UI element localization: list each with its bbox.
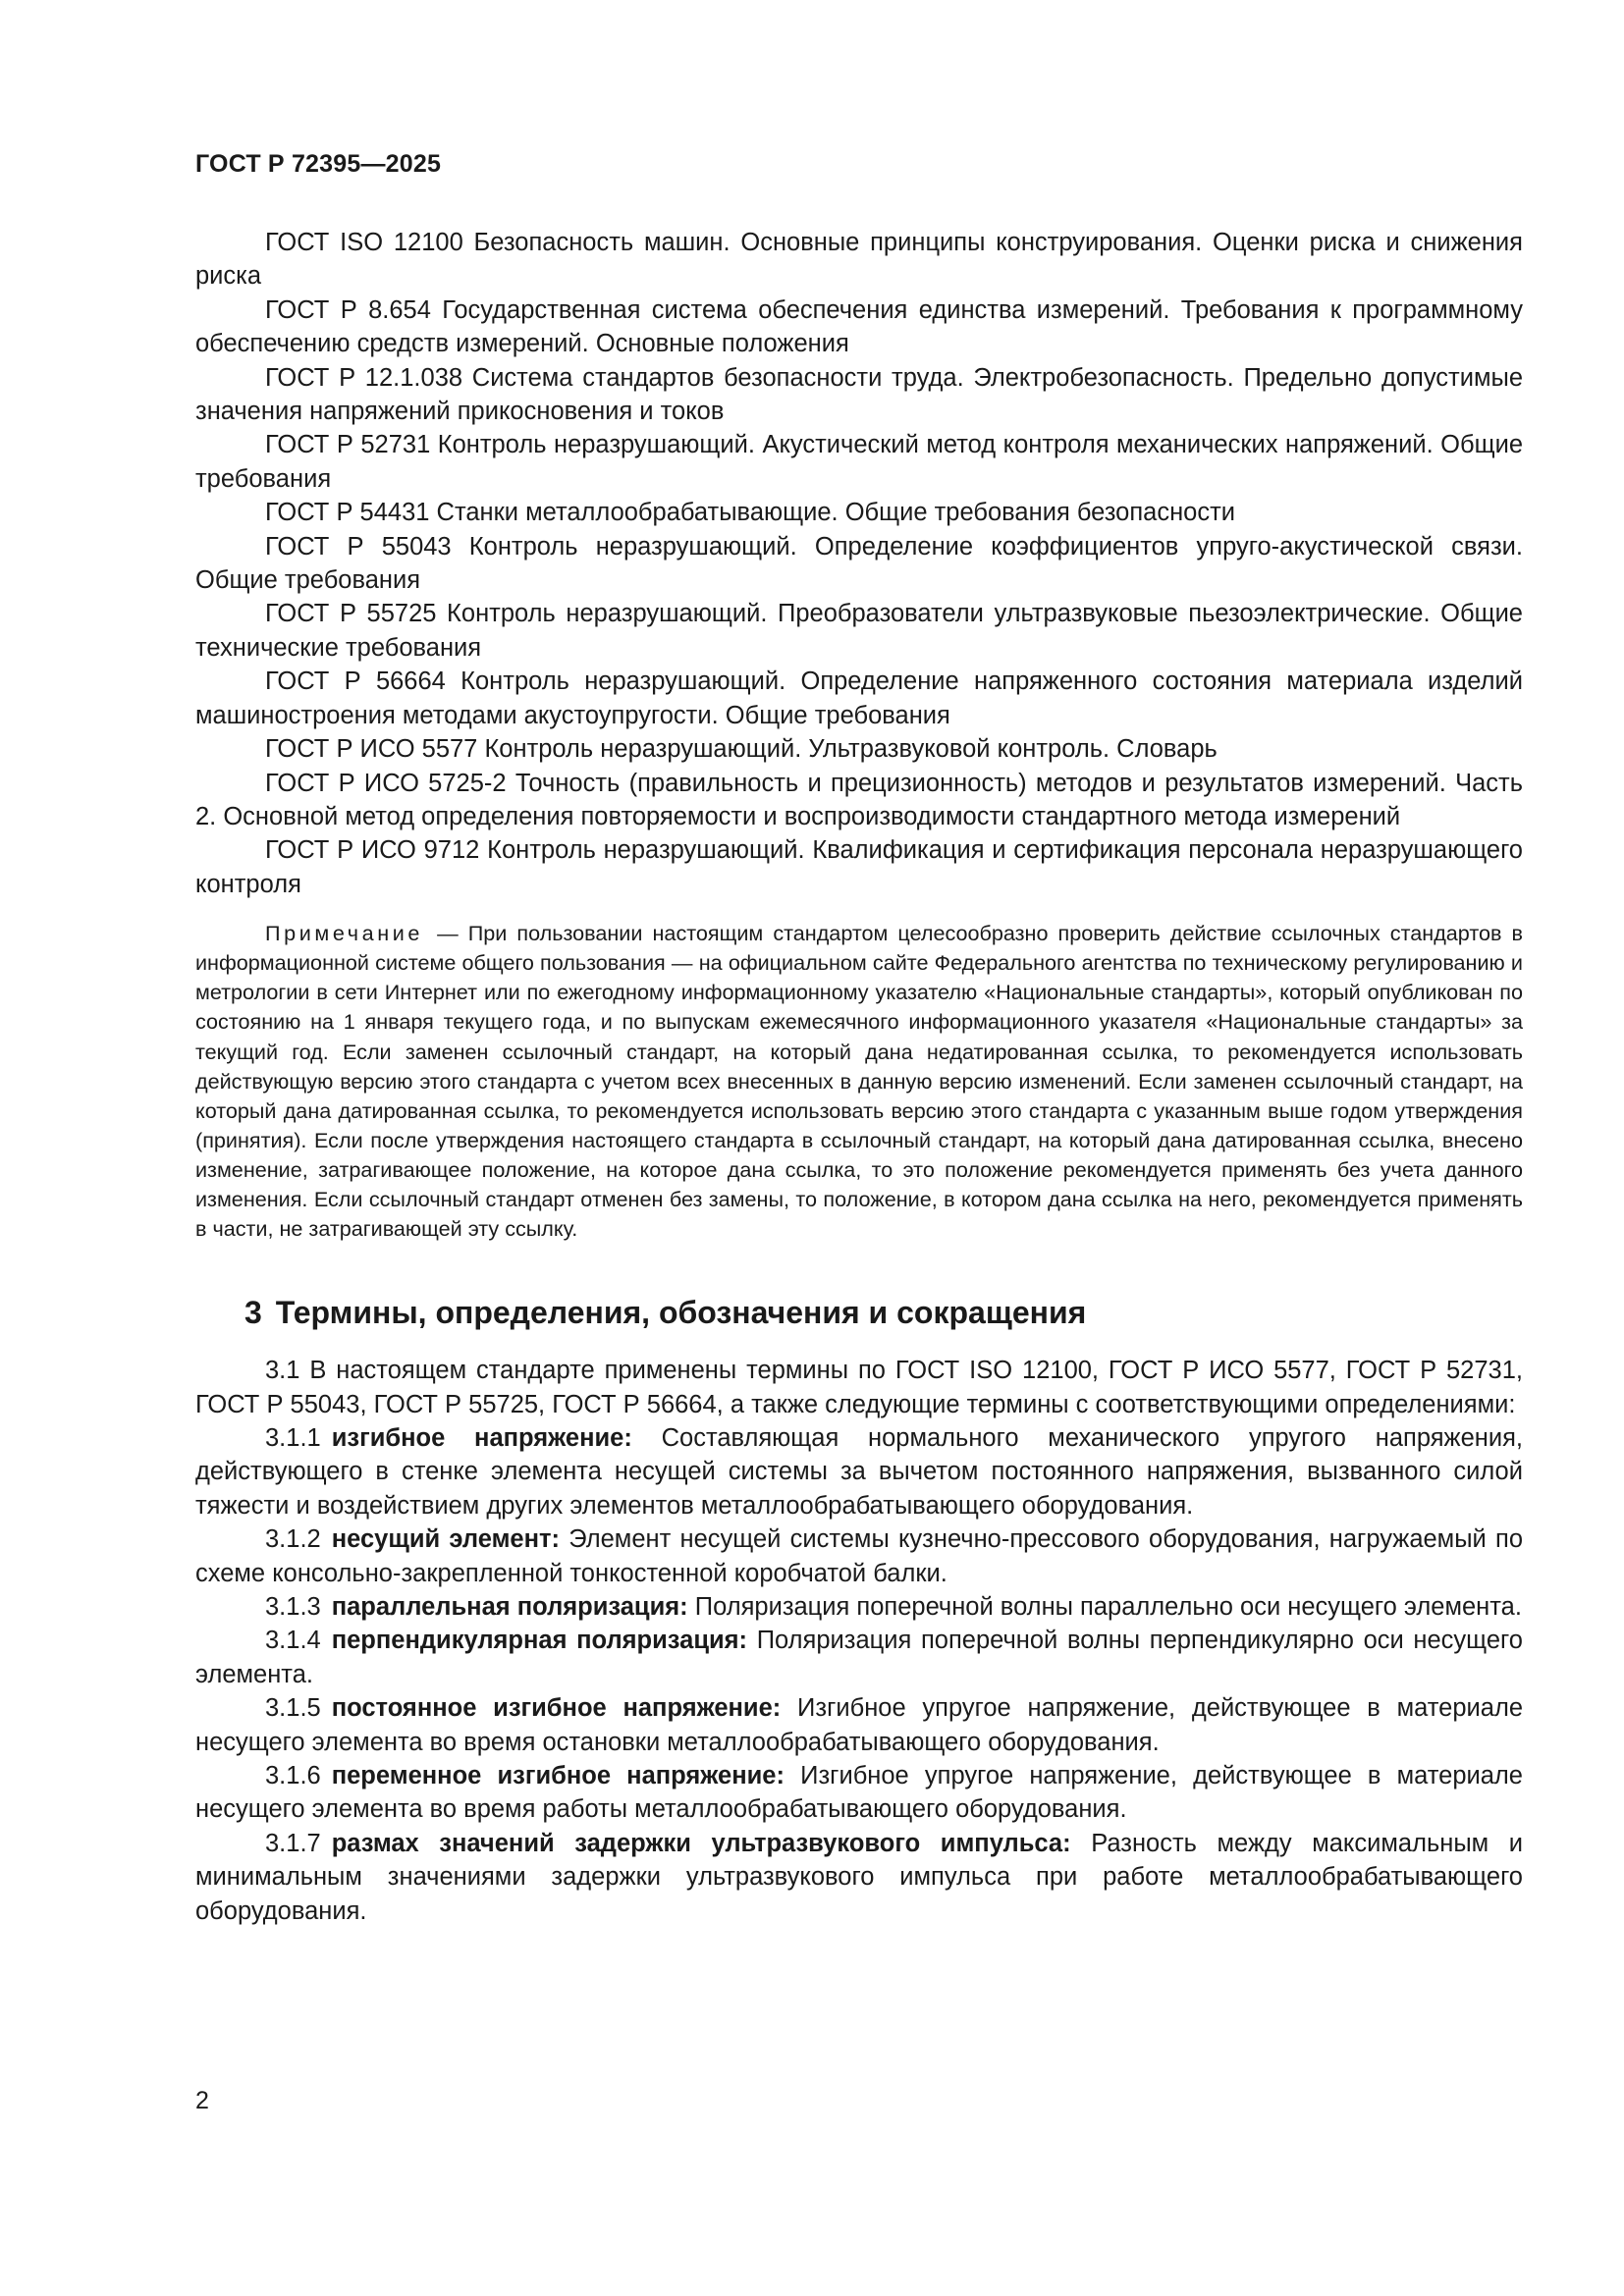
term-number: 3.1.2 — [265, 1525, 321, 1554]
reference-item: ГОСТ Р ИСО 5577 Контроль неразрушающий. Ультразвуковой контроль. Словарь — [265, 735, 1218, 764]
reference-item: ГОСТ Р 55725 Контроль неразрушающий. Преобразователи ультразвуковые пьезоэлектрические. Общие технические требования — [195, 600, 1523, 662]
term-number: 3.1.1 — [265, 1423, 321, 1452]
term-entry — [195, 1624, 1523, 1691]
reference-item: ГОСТ Р 8.654 Государственная система обеспечения единства измерений. Требования к программному обеспечению средств измерений. Основные положения — [195, 295, 1523, 358]
term-entry — [195, 1522, 1523, 1590]
term-number: 3.1.3 — [265, 1593, 321, 1621]
term-name: перпендикулярная поляризация: — [331, 1627, 748, 1655]
normative-references-list — [195, 226, 1523, 901]
reference-item: ГОСТ Р 52731 Контроль неразрушающий. Акустический метод контроля механических напряжений. Общие требования — [195, 431, 1523, 493]
term-entry — [195, 1691, 1523, 1759]
term-name: размах значений задержки ультразвукового импульса: — [331, 1829, 1071, 1857]
reference-item: ГОСТ Р 55043 Контроль неразрушающий. Определение коэффициентов упруго-акустической связи. Общие требования — [195, 532, 1523, 595]
reference-item: ГОСТ Р 12.1.038 Система стандартов безопасности труда. Электробезопасность. Предельно допустимые значения напряжений прикосновения и токов — [195, 363, 1523, 426]
term-definition: Элемент несущей системы кузнечно-прессового оборудования, нагружаемый по схеме консольно-закрепленной тонкостенной коробчатой балки. — [195, 1525, 1523, 1587]
term-entry — [195, 1590, 1523, 1624]
term-entry — [195, 1421, 1523, 1522]
reference-item: ГОСТ Р ИСО 9712 Контроль неразрушающий. Квалификация и сертификация персонала неразрушающего контроля — [195, 836, 1523, 898]
term-definition: Составляющая нормального механического упругого напряжения, действующего в стенке элемента несущей системы за вычетом постоянного напряжения, вызванного силой тяжести и воздействием других элементов металлообрабатывающего оборудования. — [195, 1423, 1523, 1520]
term-definition: Поляризация поперечной волны параллельно оси несущего элемента. — [694, 1593, 1522, 1621]
term-number: 3.1.5 — [265, 1694, 321, 1723]
term-number: 3.1.6 — [265, 1762, 321, 1790]
term-name: постоянное изгибное напряжение: — [331, 1694, 782, 1723]
term-name: изгибное напряжение: — [331, 1423, 632, 1452]
note-text: — При пользовании настоящим стандартом целесообразно проверить действие ссылочных стандартов в информационной системе общего пользования — на официальном сайте Федерального агентства по техническому регулированию и метрологии в сети Интернет или по ежегодному информационному указателю «Национальные стандарты», который опубликован по состоянию на 1 января текущего года, и по выпускам ежемесячного информационного указателя «Национальные стандарты» за текущий год. Если заменен ссылочный стандарт, на который дана недатированная ссылка, то рекомендуется использовать действующую версию этого стандарта с учетом всех внесенных в данную версию изменений. Если заменен ссылочный стандарт, на который дана датированная ссылка, то рекомендуется использовать версию этого стандарта с указанным выше годом утверждения (принятия). Если после утверждения настоящего стандарта в ссылочный стандарт, на который дана датированная ссылка, внесено изменение, затрагивающее положение, на которое дана ссылка, то это положение рекомендуется применять без учета данного изменения. Если ссылочный стандарт отменен без замены, то положение, в котором дана ссылка на него, рекомендуется применять в части, не затрагивающей эту ссылку. — [195, 921, 1524, 1242]
reference-item: ГОСТ Р ИСО 5725-2 Точность (правильность и прецизионность) методов и результатов измерений. Часть 2. Основной метод определения повторяемости и воспроизводимости стандартного метода измерений — [195, 769, 1523, 830]
reference-item: ГОСТ Р 54431 Станки металлообрабатывающие. Общие требования безопасности — [265, 499, 1236, 527]
term-entry — [195, 1827, 1523, 1928]
term-name: параллельная поляризация: — [331, 1593, 688, 1621]
term-number: 3.1.4 — [265, 1627, 321, 1655]
page-number: 2 — [195, 2087, 209, 2114]
term-name: переменное изгибное напряжение: — [331, 1762, 785, 1790]
term-definition: Разность между максимальным и минимальным значениями задержки ультразвукового импульса при работе металлообрабатывающего оборудования. — [195, 1829, 1524, 1925]
reference-item: ГОСТ ISO 12100 Безопасность машин. Основные принципы конструирования. Оценки риска и снижения риска — [195, 229, 1523, 291]
term-definition: Изгибное упругое напряжение, действующее в материале несущего элемента во время работы металлообрабатывающего оборудования. — [195, 1762, 1523, 1824]
reference-item: ГОСТ Р 56664 Контроль неразрушающий. Определение напряженного состояния материала изделий машиностроения методами акустоупругости. Общие требования — [195, 667, 1523, 729]
section-number: 3 — [244, 1295, 262, 1331]
section-heading — [195, 1293, 1523, 1332]
note-paragraph — [195, 919, 1523, 1244]
document-header: ГОСТ Р 72395—2025 — [195, 150, 442, 178]
note-label: Примечание — [265, 921, 423, 946]
term-entry — [195, 1759, 1523, 1827]
section-title: Термины, определения, обозначения и сокращения — [275, 1295, 1087, 1331]
terms-intro: 3.1 В настоящем стандарте применены термины по ГОСТ ISO 12100, ГОСТ Р ИСО 5577, ГОСТ Р 52731, ГОСТ Р 55043, ГОСТ Р 55725, ГОСТ Р 56664, а также следующие термины с соответствующими определениями: — [195, 1357, 1523, 1418]
term-definition: Поляризация поперечной волны перпендикулярно оси несущего элемента. — [195, 1627, 1523, 1688]
term-definition: Изгибное упругое напряжение, действующее в материале несущего элемента во время остановки металлообрабатывающего оборудования. — [195, 1694, 1524, 1756]
term-name: несущий элемент: — [331, 1525, 561, 1554]
term-number: 3.1.7 — [265, 1829, 321, 1857]
document-body — [195, 226, 1523, 1928]
terms-list — [195, 1354, 1523, 1928]
